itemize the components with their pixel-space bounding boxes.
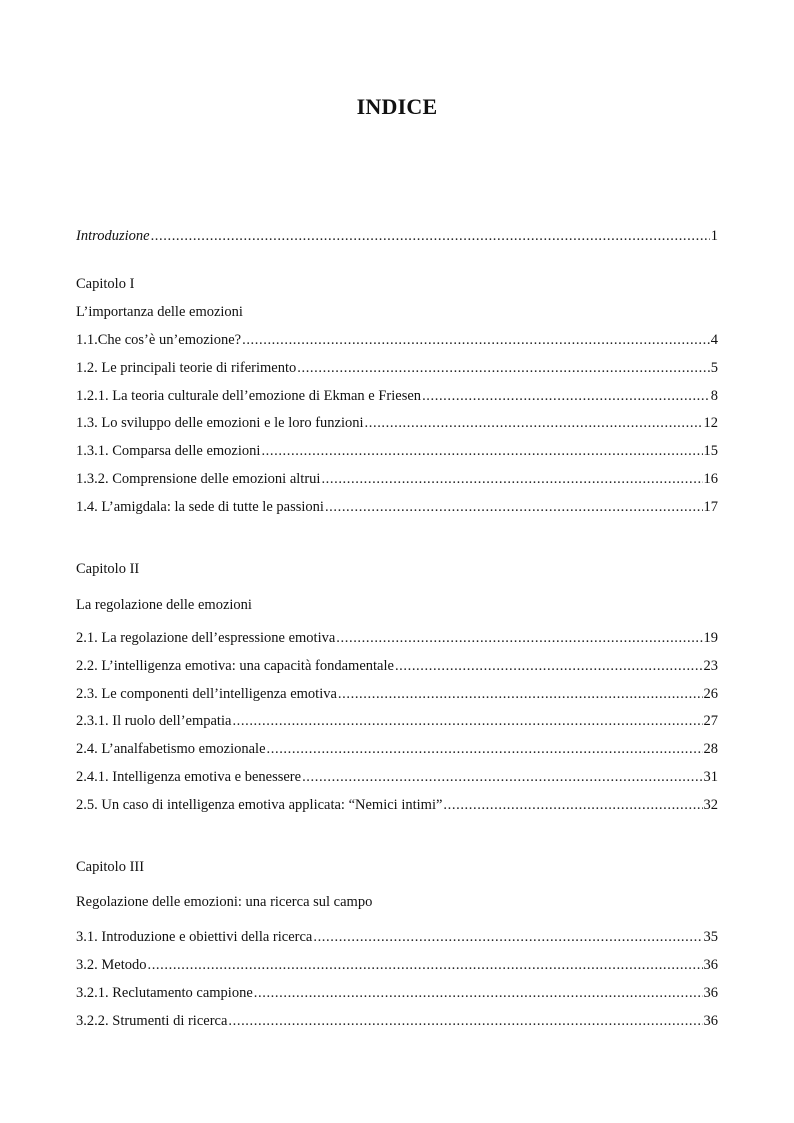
toc-entry[interactable] bbox=[76, 796, 718, 814]
chapter-subtitle-1: L’importanza delle emozioni bbox=[76, 304, 243, 320]
toc-entry-page: 17 bbox=[703, 499, 718, 515]
toc-entry[interactable] bbox=[76, 928, 718, 946]
page-title: INDICE bbox=[356, 94, 438, 119]
toc-entry-page: 16 bbox=[703, 471, 718, 487]
dot-leader bbox=[336, 629, 702, 647]
toc-entry[interactable] bbox=[76, 956, 718, 974]
toc-entry-label: 2.3. Le componenti dell’intelligenza emotiva bbox=[76, 686, 337, 702]
toc-entry[interactable] bbox=[76, 470, 718, 488]
toc-entry-label: 2.1. La regolazione dell’espressione emotiva bbox=[76, 630, 336, 646]
chapter-heading-1: Capitolo I bbox=[76, 276, 135, 292]
toc-entry-page: 26 bbox=[703, 686, 718, 702]
chapter-subtitle-3: Regolazione delle emozioni: una ricerca sul campo bbox=[76, 894, 373, 910]
toc-entry[interactable] bbox=[76, 740, 718, 758]
chapter-subtitle-2: La regolazione delle emozioni bbox=[76, 597, 252, 613]
dot-leader bbox=[267, 740, 703, 758]
toc-entry-label: 3.2.1. Reclutamento campione bbox=[76, 985, 253, 1001]
toc-entry-label: 2.3.1. Il ruolo dell’empatia bbox=[76, 713, 232, 729]
toc-entry-page: 31 bbox=[703, 769, 718, 785]
toc-entry-page: 12 bbox=[703, 415, 718, 431]
toc-entry-page: 1 bbox=[710, 228, 718, 244]
dot-leader bbox=[325, 498, 703, 516]
toc-entry[interactable] bbox=[76, 442, 718, 460]
dot-leader bbox=[254, 984, 703, 1002]
chapter-heading-3: Capitolo III bbox=[76, 859, 145, 875]
toc-entry[interactable] bbox=[76, 657, 718, 675]
chapter-heading-2: Capitolo II bbox=[76, 561, 140, 577]
toc-entry[interactable] bbox=[76, 712, 718, 730]
toc-entry-label: 2.4. L’analfabetismo emozionale bbox=[76, 741, 266, 757]
toc-entry[interactable] bbox=[76, 685, 718, 703]
dot-leader bbox=[365, 414, 703, 432]
toc-entry-label: 3.2. Metodo bbox=[76, 957, 147, 973]
toc-entry[interactable] bbox=[76, 629, 718, 647]
toc-entry-page: 28 bbox=[703, 741, 718, 757]
toc-entry[interactable] bbox=[76, 768, 718, 786]
toc-entry-label: 2.4.1. Intelligenza emotiva e benessere bbox=[76, 769, 302, 785]
toc-entry[interactable] bbox=[76, 984, 718, 1002]
toc-entry-introduzione[interactable] bbox=[76, 227, 718, 245]
dot-leader bbox=[242, 331, 710, 349]
dot-leader bbox=[395, 657, 703, 675]
toc-entry-page: 36 bbox=[703, 1013, 718, 1029]
toc-entry-page: 35 bbox=[703, 929, 718, 945]
toc-entry-label: 3.2.2. Strumenti di ricerca bbox=[76, 1013, 228, 1029]
dot-leader bbox=[302, 768, 702, 786]
dot-leader bbox=[232, 712, 702, 730]
toc-entry-page: 8 bbox=[710, 388, 718, 404]
dot-leader bbox=[443, 796, 702, 814]
toc-entry-page: 4 bbox=[710, 332, 718, 348]
toc-entry-page: 36 bbox=[703, 985, 718, 1001]
toc-entry-label: 3.1. Introduzione e obiettivi della ricerca bbox=[76, 929, 313, 945]
dot-leader bbox=[147, 956, 702, 974]
toc-entry-page: 32 bbox=[703, 797, 718, 813]
toc-entry-page: 23 bbox=[703, 658, 718, 674]
toc-entry[interactable] bbox=[76, 414, 718, 432]
toc-entry-label: 1.2. Le principali teorie di riferimento bbox=[76, 360, 297, 376]
toc-entry[interactable] bbox=[76, 359, 718, 377]
toc-entry-page: 15 bbox=[703, 443, 718, 459]
toc-entry-label: 2.5. Un caso di intelligenza emotiva applicata: “Nemici intimi” bbox=[76, 797, 443, 813]
toc-entry-label: 1.3.2. Comprensione delle emozioni altrui bbox=[76, 471, 321, 487]
toc-entry-page: 19 bbox=[703, 630, 718, 646]
toc-entry[interactable] bbox=[76, 387, 718, 405]
dot-leader bbox=[228, 1012, 702, 1030]
toc-entry-label: 1.3.1. Comparsa delle emozioni bbox=[76, 443, 261, 459]
toc-entry-label: 1.1.Che cos’è un’emozione? bbox=[76, 332, 242, 348]
toc-entry-page: 5 bbox=[710, 360, 718, 376]
toc-entry-page: 27 bbox=[703, 713, 718, 729]
toc-entry[interactable] bbox=[76, 498, 718, 516]
toc-entry[interactable] bbox=[76, 1012, 718, 1030]
toc-entry-label: 1.2.1. La teoria culturale dell’emozione di Ekman e Friesen bbox=[76, 388, 422, 404]
toc-entry-label: Introduzione bbox=[76, 228, 150, 244]
dot-leader bbox=[151, 227, 710, 245]
dot-leader bbox=[422, 387, 710, 405]
dot-leader bbox=[313, 928, 702, 946]
toc-entry-label: 1.4. L’amigdala: la sede di tutte le passioni bbox=[76, 499, 324, 515]
dot-leader bbox=[338, 685, 703, 703]
dot-leader bbox=[321, 470, 702, 488]
toc-entry-page: 36 bbox=[703, 957, 718, 973]
dot-leader bbox=[297, 359, 710, 377]
toc-entry-label: 2.2. L’intelligenza emotiva: una capacità fondamentale bbox=[76, 658, 394, 674]
toc-entry-label: 1.3. Lo sviluppo delle emozioni e le loro funzioni bbox=[76, 415, 364, 431]
dot-leader bbox=[261, 442, 702, 460]
toc-entry[interactable] bbox=[76, 331, 718, 349]
